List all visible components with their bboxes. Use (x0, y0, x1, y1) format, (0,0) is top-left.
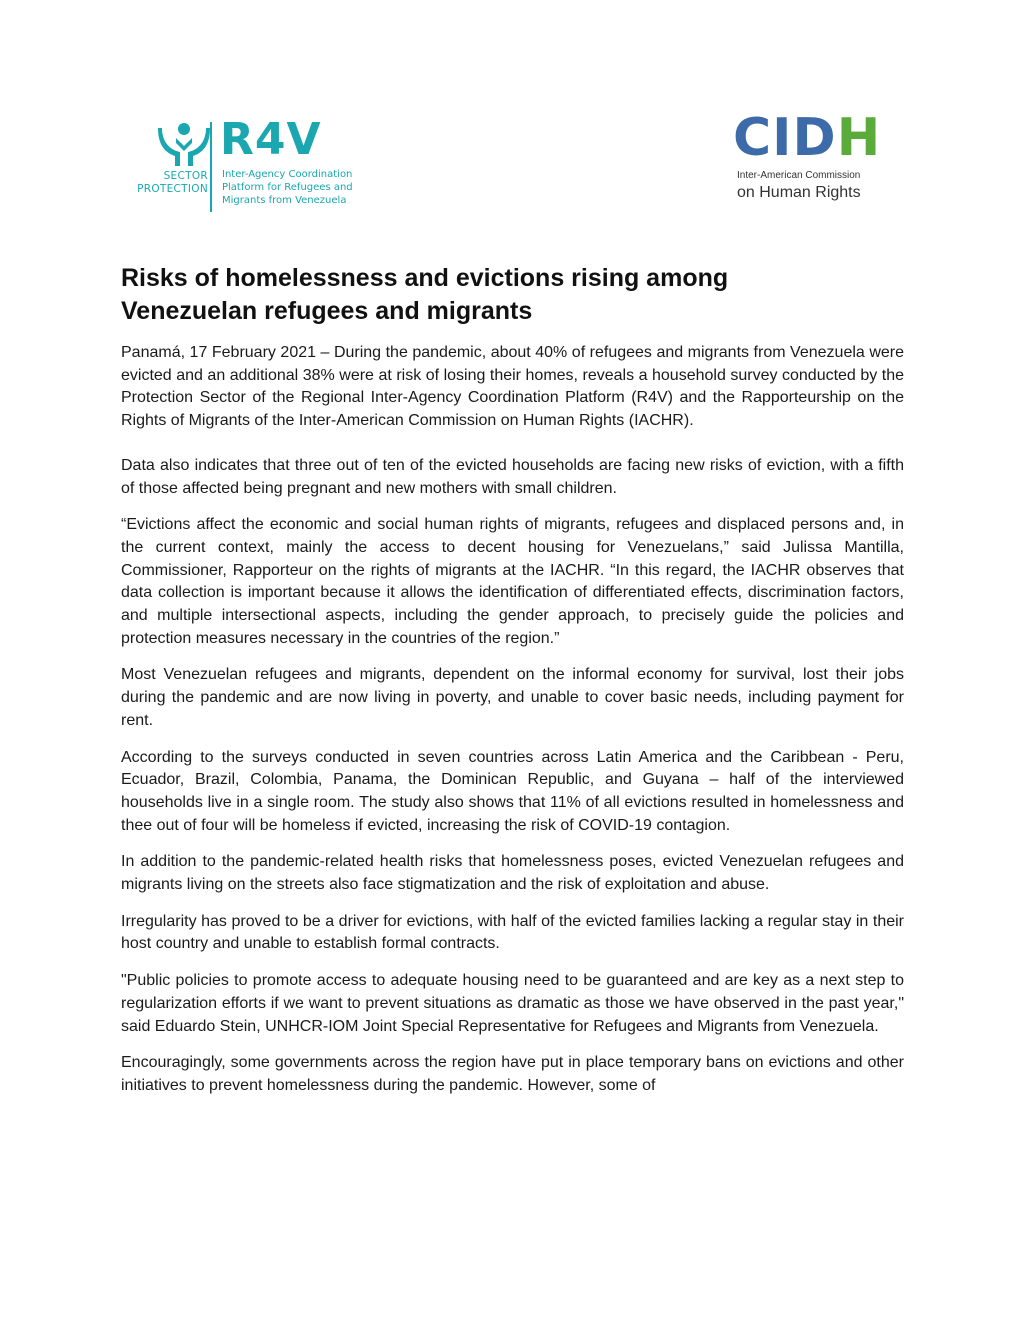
logo-divider (210, 122, 212, 212)
paragraph: In addition to the pandemic-related health risks that homelessness poses, evicted Venezuelan refugees and migrants living on the streets also face stigmatization and the risk of exploitation and abuse. (121, 853, 904, 894)
protection-hands-icon (156, 120, 212, 168)
paragraph: Panamá, 17 February 2021 – During the pandemic, about 40% of refugees and migrants from Venezuela were evicted and an additional 38% were at risk of losing their homes, reveals a household survey conducted by the Protection Sector of the Regional Inter-Agency Coordination Platform (R4V) and the Rapporteurship on the Rights of Migrants of the Inter-American Commission on Human Rights (IACHR). (121, 344, 904, 430)
paragraph: Data also indicates that three out of ten of the evicted households are facing new risks of eviction, with a fifth of those affected being pregnant and new mothers with small children. (121, 456, 904, 497)
r4v-subtitle: Inter-Agency Coordination Platform for Refugees and Migrants from Venezuela (222, 169, 353, 206)
cidh-subtitle-line1: Inter-American Commission (737, 170, 861, 181)
cidh-subtitle-line2: on Human Rights (737, 184, 861, 201)
cidh-wordmark: CIDH (733, 108, 882, 168)
r4v-wordmark: R4V (220, 114, 322, 165)
sector-protection-label: SECTOR PROTECTION (137, 170, 208, 195)
paragraph: "Public policies to promote access to adequate housing need to be guaranteed and are key as a next step to regularization efforts if we want to prevent situations as dramatic as those we have observed in the past year," said Eduardo Stein, UNHCR-IOM Joint Special Representative for Refugees and Migrants from Venezuela. (121, 972, 904, 1035)
article-body (121, 342, 904, 1112)
paragraph: “Evictions affect the economic and social human rights of migrants, refugees and displaced persons and, in the current context, mainly the access to decent housing for Venezuelans,” said Julissa Mantilla, Commissioner, Rapporteur on the rights of migrants at the IACHR. “In this regard, the IACHR observes that data collection is important because it allows the identification of differentiated effects, discrimination factors, and multiple intersectional aspects, including the gender approach, to precisely guide the policies and protection measures necessary in the countries of the region.” (121, 516, 904, 647)
page-title: Risks of homelessness and evictions rising among Venezuelan refugees and migrants (121, 264, 729, 325)
paragraph: Irregularity has proved to be a driver for evictions, with half of the evicted families lacking a regular stay in their host country and unable to establish formal contracts. (121, 912, 904, 953)
paragraph: Encouragingly, some governments across the region have put in place temporary bans on evictions and other initiatives to prevent homelessness during the pandemic. However, some of (121, 1054, 904, 1094)
paragraph: Most Venezuelan refugees and migrants, dependent on the informal economy for survival, lost their jobs during the pandemic and are now living in poverty, and unable to cover basic needs, including payment for rent. (121, 666, 904, 729)
r4v-protection-sector-logo (126, 114, 356, 218)
cidh-logo (733, 108, 883, 207)
paragraph: According to the surveys conducted in seven countries across Latin America and the Caribbean - Peru, Ecuador, Brazil, Colombia, Panama, the Dominican Republic, and Guyana – half of the interviewed households live in a single room. The study also shows that 11% of all evictions resulted in homelessness and thee out of four will be homeless if evicted, increasing the risk of COVID-19 contagion. (121, 748, 904, 834)
